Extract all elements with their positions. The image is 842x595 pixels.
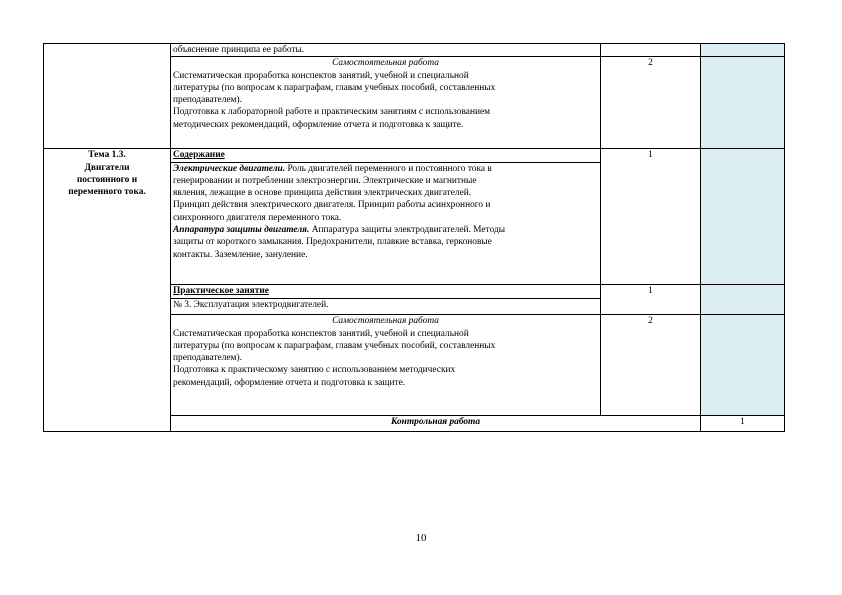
hours-cell [601, 57, 701, 149]
content-line: синхронного двигателя переменного тока. [173, 212, 342, 223]
hours-value: 1 [648, 150, 653, 161]
topic-number: Тема 1.3. [88, 150, 126, 161]
content-line: защиты от короткого замыкания. Предохранители, плавкие вставка, герконовые [173, 237, 492, 248]
content-line: рекомендаций, оформление отчета и подготовка к защите. [173, 377, 406, 388]
content-cell [171, 44, 601, 57]
hours-value: 2 [648, 58, 653, 69]
content-line: Систематическая проработка конспектов занятий, учебной и специальной [173, 328, 469, 339]
hours-cell [601, 44, 701, 57]
content-line: Подготовка к практическому занятию с использованием методических [173, 365, 456, 376]
topic-title-line: Двигатели [84, 162, 130, 173]
table-row [44, 44, 785, 57]
content-line: литературы (по вопросам к параграфам, главам учебных пособий, составленных [173, 82, 496, 93]
content-heading: Практическое занятие [173, 286, 269, 297]
hours-cell [601, 315, 701, 416]
content-line: Подготовка к лабораторной работе и практическим занятиям с использованием [173, 107, 491, 118]
content-line [173, 224, 598, 236]
item-title: Электрические двигатели. [173, 163, 286, 174]
content-line [173, 163, 598, 175]
level-cell [701, 57, 785, 149]
level-cell [701, 149, 785, 285]
content-heading: Содержание [173, 150, 225, 161]
topic-cell-empty [44, 44, 171, 149]
page-number: 10 [415, 532, 427, 544]
hours-cell [701, 416, 785, 432]
content-cell [171, 57, 601, 149]
topic-title-line: переменного тока. [68, 187, 146, 198]
final-label-cell [171, 416, 701, 432]
item-title: Аппаратура защиты двигателя. [173, 225, 310, 236]
item-text: Аппаратура защиты электродвигателей. Методы [309, 225, 506, 236]
section-title: Самостоятельная работа [332, 58, 439, 69]
hours-cell [601, 285, 701, 315]
curriculum-table [43, 43, 785, 432]
hours-value: 2 [648, 316, 653, 327]
section-title: Самостоятельная работа [332, 316, 439, 327]
hours-value: 1 [740, 417, 745, 428]
content-block [171, 162, 600, 261]
content-line: № 3. Эксплуатация электродвигателей. [173, 299, 329, 310]
hours-value: 1 [648, 286, 653, 297]
final-label: Контрольная работа [390, 417, 481, 428]
content-line: контакты. Заземление, зануление. [173, 249, 308, 260]
item-text: Роль двигателей переменного и постоянного тока в [285, 163, 492, 174]
content-cell [171, 315, 601, 416]
content-line: преподавателем). [173, 353, 242, 364]
level-cell [701, 315, 785, 416]
content-line: методических рекомендаций, оформление отчета и подготовка к защите. [173, 119, 464, 130]
content-line: преподавателем). [173, 95, 242, 106]
content-cell [171, 149, 601, 285]
hours-cell [601, 149, 701, 285]
level-cell [701, 44, 785, 57]
content-cell [171, 285, 601, 315]
content-line: явления, лежащие в основе принципа действия электрических двигателей. [173, 188, 472, 199]
content-line: генерировании и потреблении электроэнергии. Электрические и магнитные [173, 175, 477, 186]
content-line: Принцип действия электрического двигателя. Принцип работы асинхронного и [173, 200, 491, 211]
level-cell [701, 285, 785, 315]
content-text: объяснение принципа ее работы. [173, 45, 305, 55]
table-row [44, 149, 785, 285]
topic-title-line: постоянного и [76, 174, 138, 185]
content-block [171, 298, 600, 311]
content-line: литературы (по вопросам к параграфам, главам учебных пособий, составленных [173, 340, 496, 351]
topic-cell [44, 149, 171, 432]
content-line: Систематическая проработка конспектов занятий, учебной и специальной [173, 70, 469, 81]
